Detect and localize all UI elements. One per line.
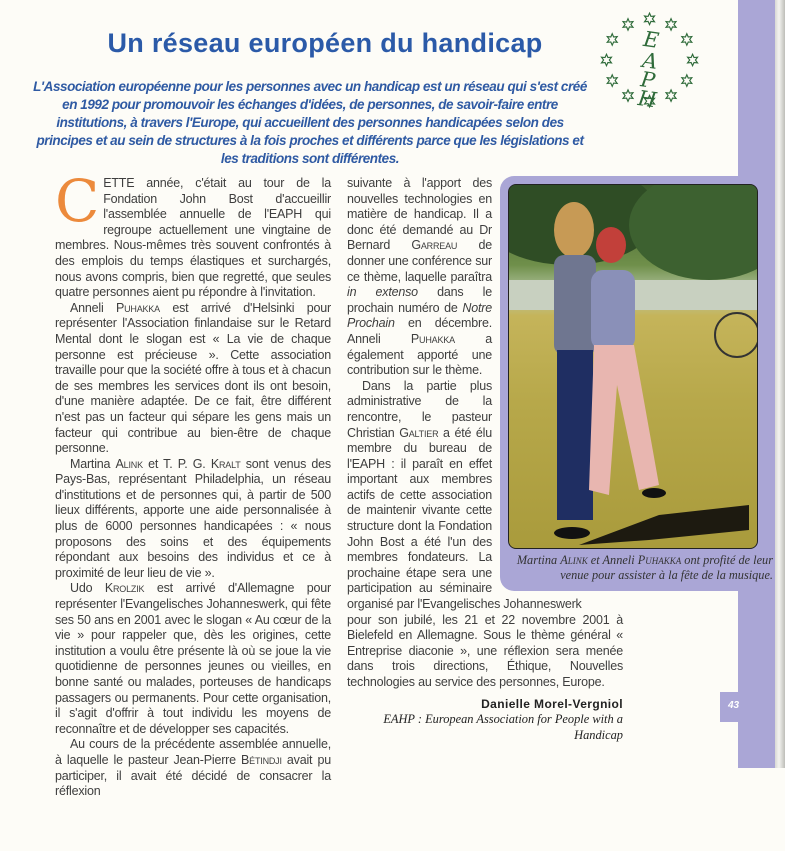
italic-text: Notre Prochain [347,300,492,331]
article-paragraph [55,457,331,582]
text-segment: Martina [516,553,561,567]
person-name: Alink [115,456,143,471]
person-name: Kralt [210,456,241,471]
person-name: Garreau [411,238,458,253]
text-segment: Udo [70,581,105,596]
photo-panel [500,176,775,591]
person-name: Galtier [399,425,439,440]
text-segment: est arrivé d'Helsinki pour représenter l'Association finlandaise sur le Retard Mental dont le slogan est « La vie de chaque personne est précieuse ». Cette association travaille pour que la société offre à tous et à chacun de ses membres les services dont ils ont besoin, d'une manière adaptée. De ce fait, être différent n'est pas un facteur qui sépare les gens mais un facteur qui contribue au bien-être de chaque personne. [55,300,332,456]
author-signature: Danielle Morel-Vergniol [481,696,623,711]
text-segment: Martina [70,456,116,471]
article-paragraph [55,737,331,799]
article-column-left [55,167,332,800]
layout-spacer [623,591,752,851]
text-segment: pour son jubilé, les 21 et 22 novembre 2001 à Bielefeld en Allemagne. Sous le thème général « Entreprise diaconie », une réflexion sera menée dans trois directions, Éthique, Nouvelles technologies au service des personnes, Europe. [347,612,623,689]
photo-illustration [509,185,757,548]
person-name: ETTE [103,176,135,190]
text-segment: est arrivé d'Allemagne pour représenter l'Evangelisches Johanneswerk, qui fête ses 50 ans en 2001 avec le slogan « Au cœur de la vie » pour rappeler que, dès les origines, cette institution a voulu être présente là où se joue la vie quotidienne de personnes jeunes ou vieilles, en bonne santé ou malades, porteuses de handicaps passagers ou permanents. Pour cette organisation, il s'agit d'offrir à tout individu les moyens de reconnaître et de développer ses capacités. [55,581,331,736]
article-paragraph [55,301,331,457]
person-name: Puhakka [637,553,682,567]
text-segment: et Anneli [587,553,638,567]
article-column-right [347,176,773,851]
text-segment: sont venus des Pays-Bas, représentant Philadelphia, un réseau d'institutions et de personnes qui, à partir de 500 lieux différents, apporte une aide personnalisée à plus de 6000 personnes handicapées : « nous proposons des soins et des équipements répondant aux besoins des individus et ce à proximité de leur lieu de vie ». [55,456,331,580]
text-segment: ont profité de leur venue pour assister à la fête de la musique. [560,553,773,582]
person-name: Puhakka [115,300,160,315]
text-segment: suivante à l'apport des nouvelles technologies en matière de handicap. Il a donc été demandé au Dr Bernard [347,176,492,253]
article-paragraph [55,167,331,301]
page-title: Un réseau européen du handicap [107,28,543,58]
svg-text:H: H [636,85,659,113]
person-name: Puhakka [410,331,455,346]
svg-text:E: E [641,26,661,53]
text-segment: a également apporté une contribution sur le thème. [347,331,492,378]
svg-text:A: A [640,47,660,74]
italic-text: in extenso [347,285,418,300]
person-name: Krolzik [104,581,145,596]
event-photo [508,184,758,549]
svg-text:P: P [639,66,657,93]
text-segment: Anneli [70,300,116,315]
eahp-footnote: EAHP : European Association for People with a Handicap [383,712,623,742]
text-segment: dans le prochain numéro de [347,285,493,315]
text-segment: a été élu membre du bureau de l'EAPH : il paraît en effet important aux membres actifs de cette association de maintenir vivante cette structure dont la Fondation John Bost a été l'un des membres fondateurs. La prochaine étape sera une participation au séminaire organisé par l'Evangelisches Johanneswerk [347,425,582,612]
text-segment: année, c'était au tour de la Fondation John Bost d'accueillir l'assemblée annuelle de l'EAPH qui regroupe actuellement une vingtaine de membres. Nous-mêmes très souvent confrontés à des emplois du temps élastiques et surchargés, nous avons compris, bien que regretté, que seules quatre personnes aient pu répondre à l'invitation. [55,176,331,300]
photo-caption [508,553,773,583]
article-body [0,167,785,851]
text-segment: avait pu participer, il avait été décidé de consacrer la réflexion [55,752,331,799]
person-name: Bétindji [241,752,282,767]
page-number: 43 [728,700,740,711]
text-segment: de donner une conférence sur ce thème, laquelle paraîtra [347,238,492,284]
text-segment: Au cours de la précédente assemblée annuelle, à laquelle le pasteur Jean-Pierre [55,737,331,767]
intro-paragraph: L'Association européenne pour les personnes avec un handicap est un réseau qui s'est créé en 1992 pour promouvoir les échanges d'idées, de personnes, de savoir-faire entre institutions, à travers l'Europe, qui accueillent des personnes handicapées selon des principes et au sein de structures à la fois proches et différents parce que les législations et les traditions sont différentes. [33,79,587,166]
text-segment: en décembre. Anneli [347,316,492,346]
article-paragraph [55,581,331,737]
text-segment: Dans la partie plus administrative de la rencontre, le pasteur Christian [347,378,492,440]
text-segment: et T. P. G. [142,456,211,471]
drop-cap: C [55,167,100,235]
person-name: Alink [560,553,588,567]
